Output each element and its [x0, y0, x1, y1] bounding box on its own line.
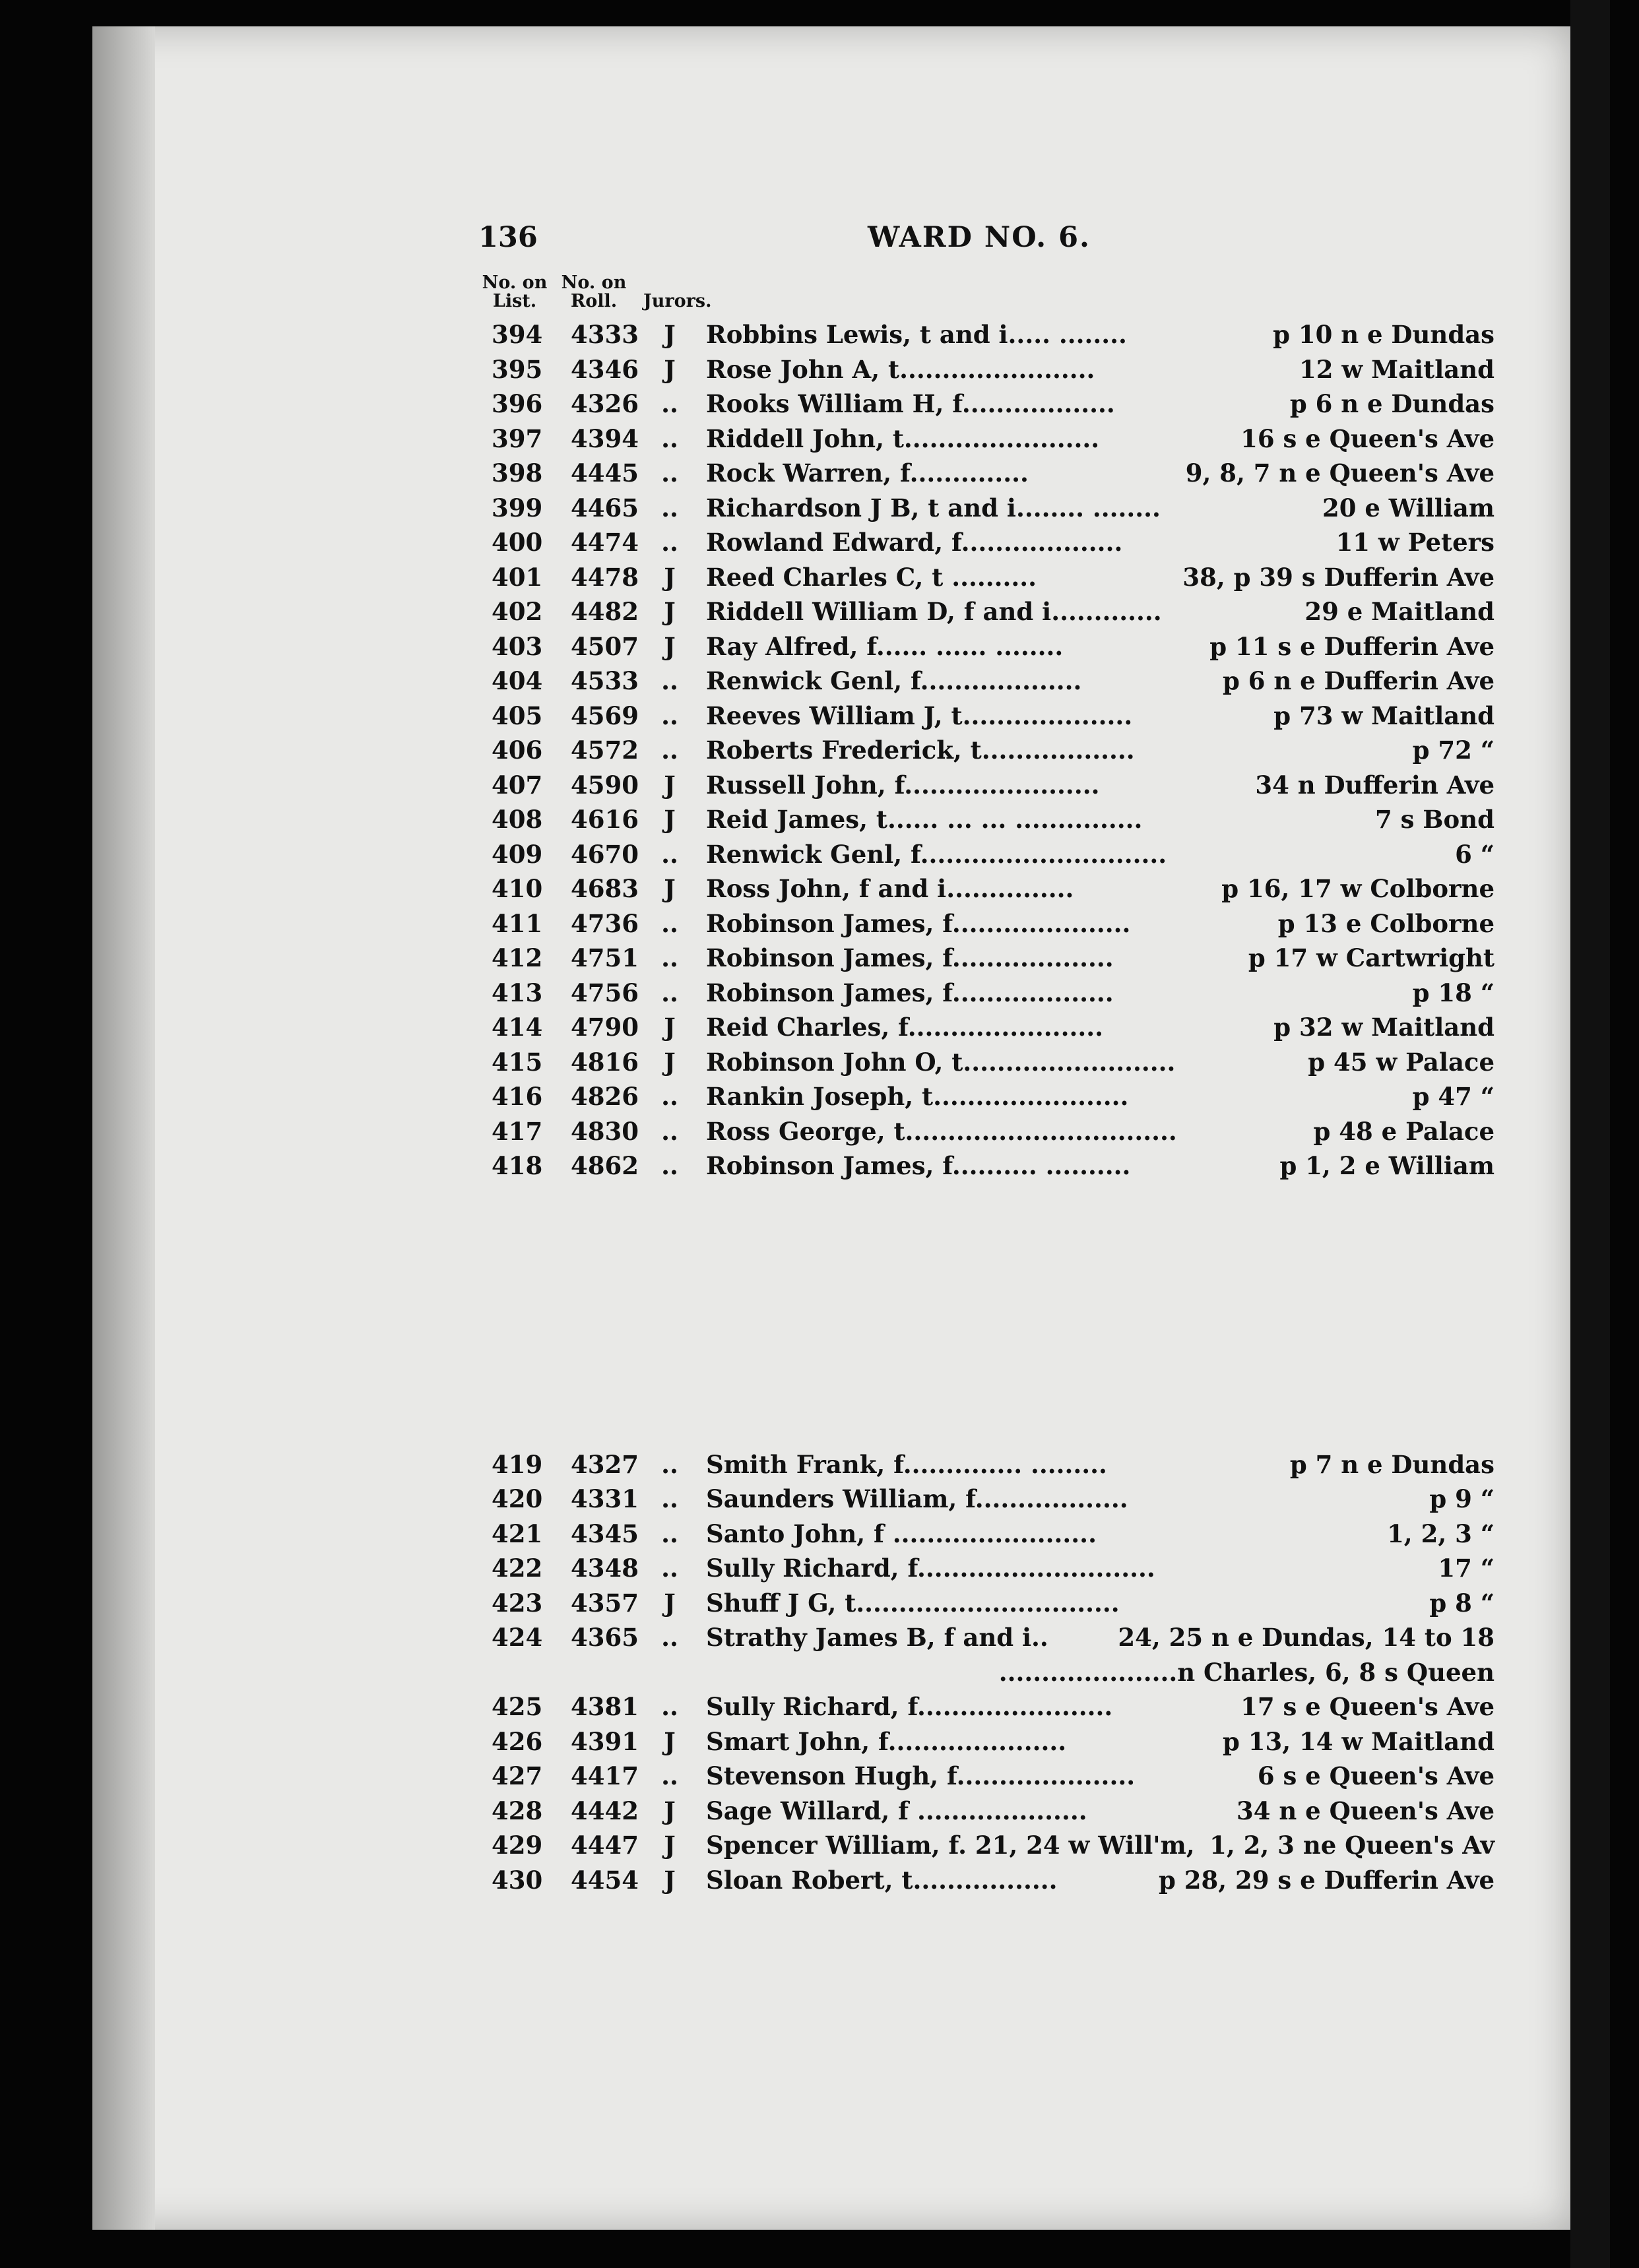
entry-name: Spencer William, f. 21, 24 w Will'm,: [706, 1831, 1195, 1860]
entry-roll-number: 4790: [571, 1013, 639, 1042]
entry-list-number: 410: [492, 874, 543, 903]
entry-name: Smith Frank, f.............. .........: [706, 1449, 1107, 1479]
list-entry: [478, 943, 1494, 978]
list-entry: [478, 1013, 1494, 1048]
entry-juror-mark: ..: [661, 666, 678, 695]
entry-juror-mark: J: [664, 354, 676, 384]
entry-roll-number: 4683: [571, 874, 639, 903]
entry-name: Rankin Joseph, t.......................: [706, 1082, 1129, 1111]
entry-roll-number: 4326: [571, 389, 639, 418]
entry-roll-number: 4333: [571, 320, 639, 349]
entry-location: p 9 “: [1429, 1484, 1494, 1513]
entry-name: Roberts Frederick, t..................: [706, 736, 1135, 765]
entry-list-number: 411: [492, 908, 543, 938]
column-header-roll: No. on Roll.: [561, 272, 627, 311]
entry-list-number: 426: [492, 1726, 543, 1756]
entry-juror-mark: ..: [661, 389, 678, 418]
entry-name: Renwick Genl, f...................: [706, 666, 1082, 695]
entry-roll-number: 4830: [571, 1116, 639, 1146]
list-entry: [478, 1519, 1494, 1554]
entry-roll-number: 4442: [571, 1796, 639, 1825]
list-entry: [478, 1048, 1494, 1083]
entry-location: 6 “: [1455, 839, 1494, 869]
entry-juror-mark: ..: [661, 1151, 678, 1180]
entry-name: Robinson John O, t.........................: [706, 1047, 1176, 1077]
entry-list-number: 405: [492, 701, 543, 730]
entry-list-number: 404: [492, 666, 543, 695]
list-entry: [478, 840, 1494, 875]
entry-name: Reid James, t...... ... ... ...............: [706, 805, 1143, 834]
entry-list-number: 415: [492, 1047, 543, 1077]
entry-juror-mark: ..: [661, 736, 678, 765]
entry-location: 34 n Dufferin Ave: [1255, 770, 1494, 800]
entry-name: Shuff J G, t...............................: [706, 1588, 1120, 1618]
list-entry: [478, 563, 1494, 598]
entries-group-s-continued: [478, 1692, 1494, 1900]
entry-name: Rooks William H, f..................: [706, 389, 1115, 418]
entry-location: p 73 w Maitland: [1273, 701, 1494, 730]
entry-location: 20 e William: [1322, 493, 1494, 522]
entry-juror-mark: J: [664, 1013, 676, 1042]
entry-roll-number: 4331: [571, 1484, 639, 1513]
entry-location: 24, 25 n e Dundas, 14 to 18: [1118, 1623, 1494, 1652]
list-entry: [478, 389, 1494, 424]
entry-roll-number: 4751: [571, 943, 639, 972]
entry-list-number: 398: [492, 458, 543, 488]
entry-list-number: 395: [492, 354, 543, 384]
entry-name: Rowland Edward, f...................: [706, 528, 1123, 557]
entry-location: 1, 2, 3 “: [1387, 1519, 1494, 1548]
entry-name: Robinson James, f...................: [706, 978, 1114, 1007]
entry-name: Russell John, f.......................: [706, 770, 1100, 800]
entry-juror-mark: ..: [661, 978, 678, 1007]
page-content: [478, 221, 1494, 1900]
entry-location: 38, p 39 s Dufferin Ave: [1182, 562, 1494, 592]
entry-juror-mark: ..: [661, 1554, 678, 1583]
list-entry: [478, 701, 1494, 736]
entry-list-number: 401: [492, 562, 543, 592]
entries-group-s: [478, 1450, 1494, 1658]
entry-name: Reid Charles, f.......................: [706, 1013, 1103, 1042]
entry-roll-number: 4616: [571, 805, 639, 834]
entry-list-number: 409: [492, 839, 543, 869]
entry-list-number: 400: [492, 528, 543, 557]
entry-location: p 48 e Palace: [1313, 1116, 1494, 1146]
entry-location: 34 n e Queen's Ave: [1237, 1796, 1494, 1825]
entry-location: 7 s Bond: [1374, 805, 1494, 834]
list-entry: [478, 355, 1494, 390]
list-entry: [478, 424, 1494, 459]
entry-juror-mark: J: [664, 1726, 676, 1756]
entry-list-number: 423: [492, 1588, 543, 1618]
entry-roll-number: 4465: [571, 493, 639, 522]
entry-juror-mark: ..: [661, 943, 678, 972]
entry-name: Sully Richard, f............................: [706, 1554, 1155, 1583]
list-entry: [478, 1589, 1494, 1623]
page-edge-shadow: [92, 26, 155, 2230]
entry-location: p 13, 14 w Maitland: [1223, 1726, 1494, 1756]
entry-list-number: 412: [492, 943, 543, 972]
entry-location: p 10 n e Dundas: [1273, 320, 1494, 349]
list-entry: [478, 874, 1494, 909]
entry-location: p 6 n e Dundas: [1289, 389, 1494, 418]
entry-juror-mark: ..: [661, 1116, 678, 1146]
entry-location: p 7 n e Dundas: [1289, 1449, 1494, 1479]
entry-juror-mark: ..: [661, 1692, 678, 1721]
entry-roll-number: 4345: [571, 1519, 639, 1548]
entry-location: 12 w Maitland: [1299, 354, 1494, 384]
entry-roll-number: 4569: [571, 701, 639, 730]
entry-name: Stevenson Hugh, f.....................: [706, 1761, 1136, 1790]
entry-location: p 13 e Colborne: [1277, 908, 1494, 938]
entry-roll-number: 4348: [571, 1554, 639, 1583]
list-entry: [478, 528, 1494, 563]
list-entry: [478, 805, 1494, 840]
entry-location: 16 s e Queen's Ave: [1240, 424, 1494, 453]
entry-location: 9, 8, 7 n e Queen's Ave: [1185, 458, 1494, 488]
list-entry: [478, 493, 1494, 528]
page-number: 136: [478, 221, 538, 254]
entry-juror-mark: ..: [661, 424, 678, 453]
entry-list-number: 397: [492, 424, 543, 453]
entry-list-number: 408: [492, 805, 543, 834]
entry-location: 6 s e Queen's Ave: [1257, 1761, 1494, 1790]
entry-list-number: 418: [492, 1151, 543, 1180]
entry-juror-mark: ..: [661, 1519, 678, 1548]
entry-juror-mark: J: [664, 1047, 676, 1077]
list-entry: [478, 1450, 1494, 1485]
list-entry: [478, 736, 1494, 771]
entry-location: 1, 2, 3 ne Queen's Av: [1209, 1831, 1494, 1860]
entry-name: Renwick Genl, f.............................: [706, 839, 1167, 869]
entry-name: Saunders William, f..................: [706, 1484, 1128, 1513]
entry-roll-number: 4478: [571, 562, 639, 592]
entry-roll-number: 4826: [571, 1082, 639, 1111]
entry-juror-mark: J: [664, 805, 676, 834]
entry-location: p 18 “: [1412, 978, 1494, 1007]
entry-roll-number: 4474: [571, 528, 639, 557]
entry-list-number: 424: [492, 1623, 543, 1652]
entry-roll-number: 4533: [571, 666, 639, 695]
entry-juror-mark: J: [664, 1865, 676, 1895]
entry-name: Ross John, f and i...............: [706, 874, 1074, 903]
entry-name: Rock Warren, f..............: [706, 458, 1029, 488]
entry-list-number: 396: [492, 389, 543, 418]
entry-list-number: 430: [492, 1865, 543, 1895]
list-entry: [478, 1484, 1494, 1519]
entry-list-number: 420: [492, 1484, 543, 1513]
entry-name: Richardson J B, t and i........ ........: [706, 493, 1161, 522]
entry-list-number: 394: [492, 320, 543, 349]
entry-location: p 8 “: [1429, 1588, 1494, 1618]
entry-list-number: 416: [492, 1082, 543, 1111]
entry-juror-mark: ..: [661, 1449, 678, 1479]
entry-list-number: 399: [492, 493, 543, 522]
entry-name: Reeves William J, t....................: [706, 701, 1133, 730]
column-headers: [478, 274, 1494, 320]
entry-name: Sloan Robert, t.................: [706, 1865, 1058, 1895]
entry-juror-mark: ..: [661, 1761, 678, 1790]
document-page: [92, 26, 1570, 2230]
list-entry: [478, 1151, 1494, 1186]
entry-location: p 32 w Maitland: [1273, 1013, 1494, 1042]
entry-roll-number: 4417: [571, 1761, 639, 1790]
entry-roll-number: 4736: [571, 908, 639, 938]
page-header: [478, 221, 1494, 274]
list-entry: [478, 320, 1494, 355]
entry-location: p 28, 29 s e Dufferin Ave: [1159, 1865, 1494, 1895]
list-entry: [478, 666, 1494, 701]
entry-juror-mark: ..: [661, 1082, 678, 1111]
entry-roll-number: 4365: [571, 1623, 639, 1652]
entry-roll-number: 4445: [571, 458, 639, 488]
entry-juror-mark: ..: [661, 493, 678, 522]
entry-name: Riddell William D, f and i.............: [706, 597, 1162, 626]
entry-location: 11 w Peters: [1335, 528, 1494, 557]
entry-list-number: 419: [492, 1449, 543, 1479]
entry-list-number: 421: [492, 1519, 543, 1548]
entry-roll-number: 4816: [571, 1047, 639, 1077]
list-entry: [478, 978, 1494, 1013]
entry-juror-mark: J: [664, 597, 676, 626]
list-entry: [478, 632, 1494, 667]
entry-list-number: 414: [492, 1013, 543, 1042]
entry-name: Santo John, f ........................: [706, 1519, 1097, 1548]
entries-group-r: [478, 320, 1494, 1186]
entry-list-number: 407: [492, 770, 543, 800]
entry-juror-mark: ..: [661, 458, 678, 488]
entry-juror-mark: J: [664, 631, 676, 661]
entry-list-number: 422: [492, 1554, 543, 1583]
entry-name: Robinson James, f.....................: [706, 908, 1131, 938]
entry-list-number: 427: [492, 1761, 543, 1790]
blank-space: [478, 1186, 1494, 1450]
entry-location: p 6 n e Dufferin Ave: [1222, 666, 1494, 695]
entry-name: Ray Alfred, f...... ...... ........: [706, 631, 1064, 661]
column-header-jurors: Jurors.: [643, 291, 712, 311]
entry-list-number: 425: [492, 1692, 543, 1721]
entry-roll-number: 4862: [571, 1151, 639, 1180]
entry-location: p 1, 2 e William: [1279, 1151, 1494, 1180]
entry-juror-mark: J: [664, 1831, 676, 1860]
column-header-list: No. on List.: [482, 272, 548, 311]
entry-juror-mark: ..: [661, 839, 678, 869]
entry-juror-mark: ..: [661, 701, 678, 730]
entry-roll-number: 4590: [571, 770, 639, 800]
entry-list-number: 403: [492, 631, 543, 661]
entry-location: p 17 w Cartwright: [1248, 943, 1494, 972]
entry-name: Rose John A, t.......................: [706, 354, 1095, 384]
entry-list-number: 406: [492, 736, 543, 765]
entry-list-number: 429: [492, 1831, 543, 1860]
entry-juror-mark: ..: [661, 1484, 678, 1513]
continuation-text: .....................n Charles, 6, 8 s Queen: [998, 1657, 1494, 1687]
entry-name: Strathy James B, f and i..: [706, 1623, 1048, 1652]
entry-continuation: [478, 1658, 1494, 1693]
entry-name: Riddell John, t.......................: [706, 424, 1100, 453]
entry-juror-mark: ..: [661, 908, 678, 938]
entry-name: Smart John, f.....................: [706, 1726, 1067, 1756]
entry-juror-mark: J: [664, 874, 676, 903]
list-entry: [478, 1831, 1494, 1866]
list-entry: [478, 771, 1494, 805]
entry-roll-number: 4447: [571, 1831, 639, 1860]
entry-juror-mark: J: [664, 320, 676, 349]
entry-name: Robinson James, f...................: [706, 943, 1114, 972]
entry-list-number: 417: [492, 1116, 543, 1146]
entry-name: Sage Willard, f ....................: [706, 1796, 1087, 1825]
entry-name: Ross George, t................................: [706, 1116, 1177, 1146]
list-entry: [478, 1623, 1494, 1658]
entry-juror-mark: ..: [661, 1623, 678, 1652]
list-entry: [478, 1727, 1494, 1762]
entry-name: Robbins Lewis, t and i..... ........: [706, 320, 1127, 349]
entry-name: Robinson James, f.......... ..........: [706, 1151, 1131, 1180]
entry-roll-number: 4482: [571, 597, 639, 626]
entry-name: Sully Richard, f.......................: [706, 1692, 1113, 1721]
list-entry: [478, 597, 1494, 632]
page-title: WARD NO. 6.: [868, 221, 1091, 254]
entry-name: Reed Charles C, t ..........: [706, 562, 1037, 592]
entry-location: p 72 “: [1412, 736, 1494, 765]
entry-roll-number: 4346: [571, 354, 639, 384]
entry-juror-mark: J: [664, 1588, 676, 1618]
entry-location: 17 s e Queen's Ave: [1240, 1692, 1494, 1721]
list-entry: [478, 909, 1494, 944]
entry-juror-mark: J: [664, 770, 676, 800]
list-entry: [478, 1554, 1494, 1589]
entry-location: 17 “: [1438, 1554, 1494, 1583]
list-entry: [478, 1692, 1494, 1727]
entry-roll-number: 4357: [571, 1588, 639, 1618]
entry-location: p 16, 17 w Colborne: [1221, 874, 1494, 903]
list-entry: [478, 1761, 1494, 1796]
entry-roll-number: 4391: [571, 1726, 639, 1756]
entry-juror-mark: J: [664, 1796, 676, 1825]
entry-juror-mark: J: [664, 562, 676, 592]
entry-list-number: 428: [492, 1796, 543, 1825]
entry-roll-number: 4381: [571, 1692, 639, 1721]
list-entry: [478, 1117, 1494, 1152]
entry-list-number: 413: [492, 978, 543, 1007]
entry-roll-number: 4756: [571, 978, 639, 1007]
entry-roll-number: 4572: [571, 736, 639, 765]
entry-roll-number: 4394: [571, 424, 639, 453]
book-spine: [1570, 0, 1610, 2268]
entry-roll-number: 4327: [571, 1449, 639, 1479]
list-entry: [478, 1082, 1494, 1117]
entry-location: p 47 “: [1412, 1082, 1494, 1111]
entry-roll-number: 4507: [571, 631, 639, 661]
list-entry: [478, 1796, 1494, 1831]
list-entry: [478, 1866, 1494, 1901]
entry-location: p 45 w Palace: [1308, 1047, 1494, 1077]
entry-juror-mark: ..: [661, 528, 678, 557]
list-entry: [478, 458, 1494, 493]
entry-roll-number: 4454: [571, 1865, 639, 1895]
entry-location: 29 e Maitland: [1304, 597, 1494, 626]
entry-list-number: 402: [492, 597, 543, 626]
entry-roll-number: 4670: [571, 839, 639, 869]
entry-location: p 11 s e Dufferin Ave: [1209, 631, 1494, 661]
